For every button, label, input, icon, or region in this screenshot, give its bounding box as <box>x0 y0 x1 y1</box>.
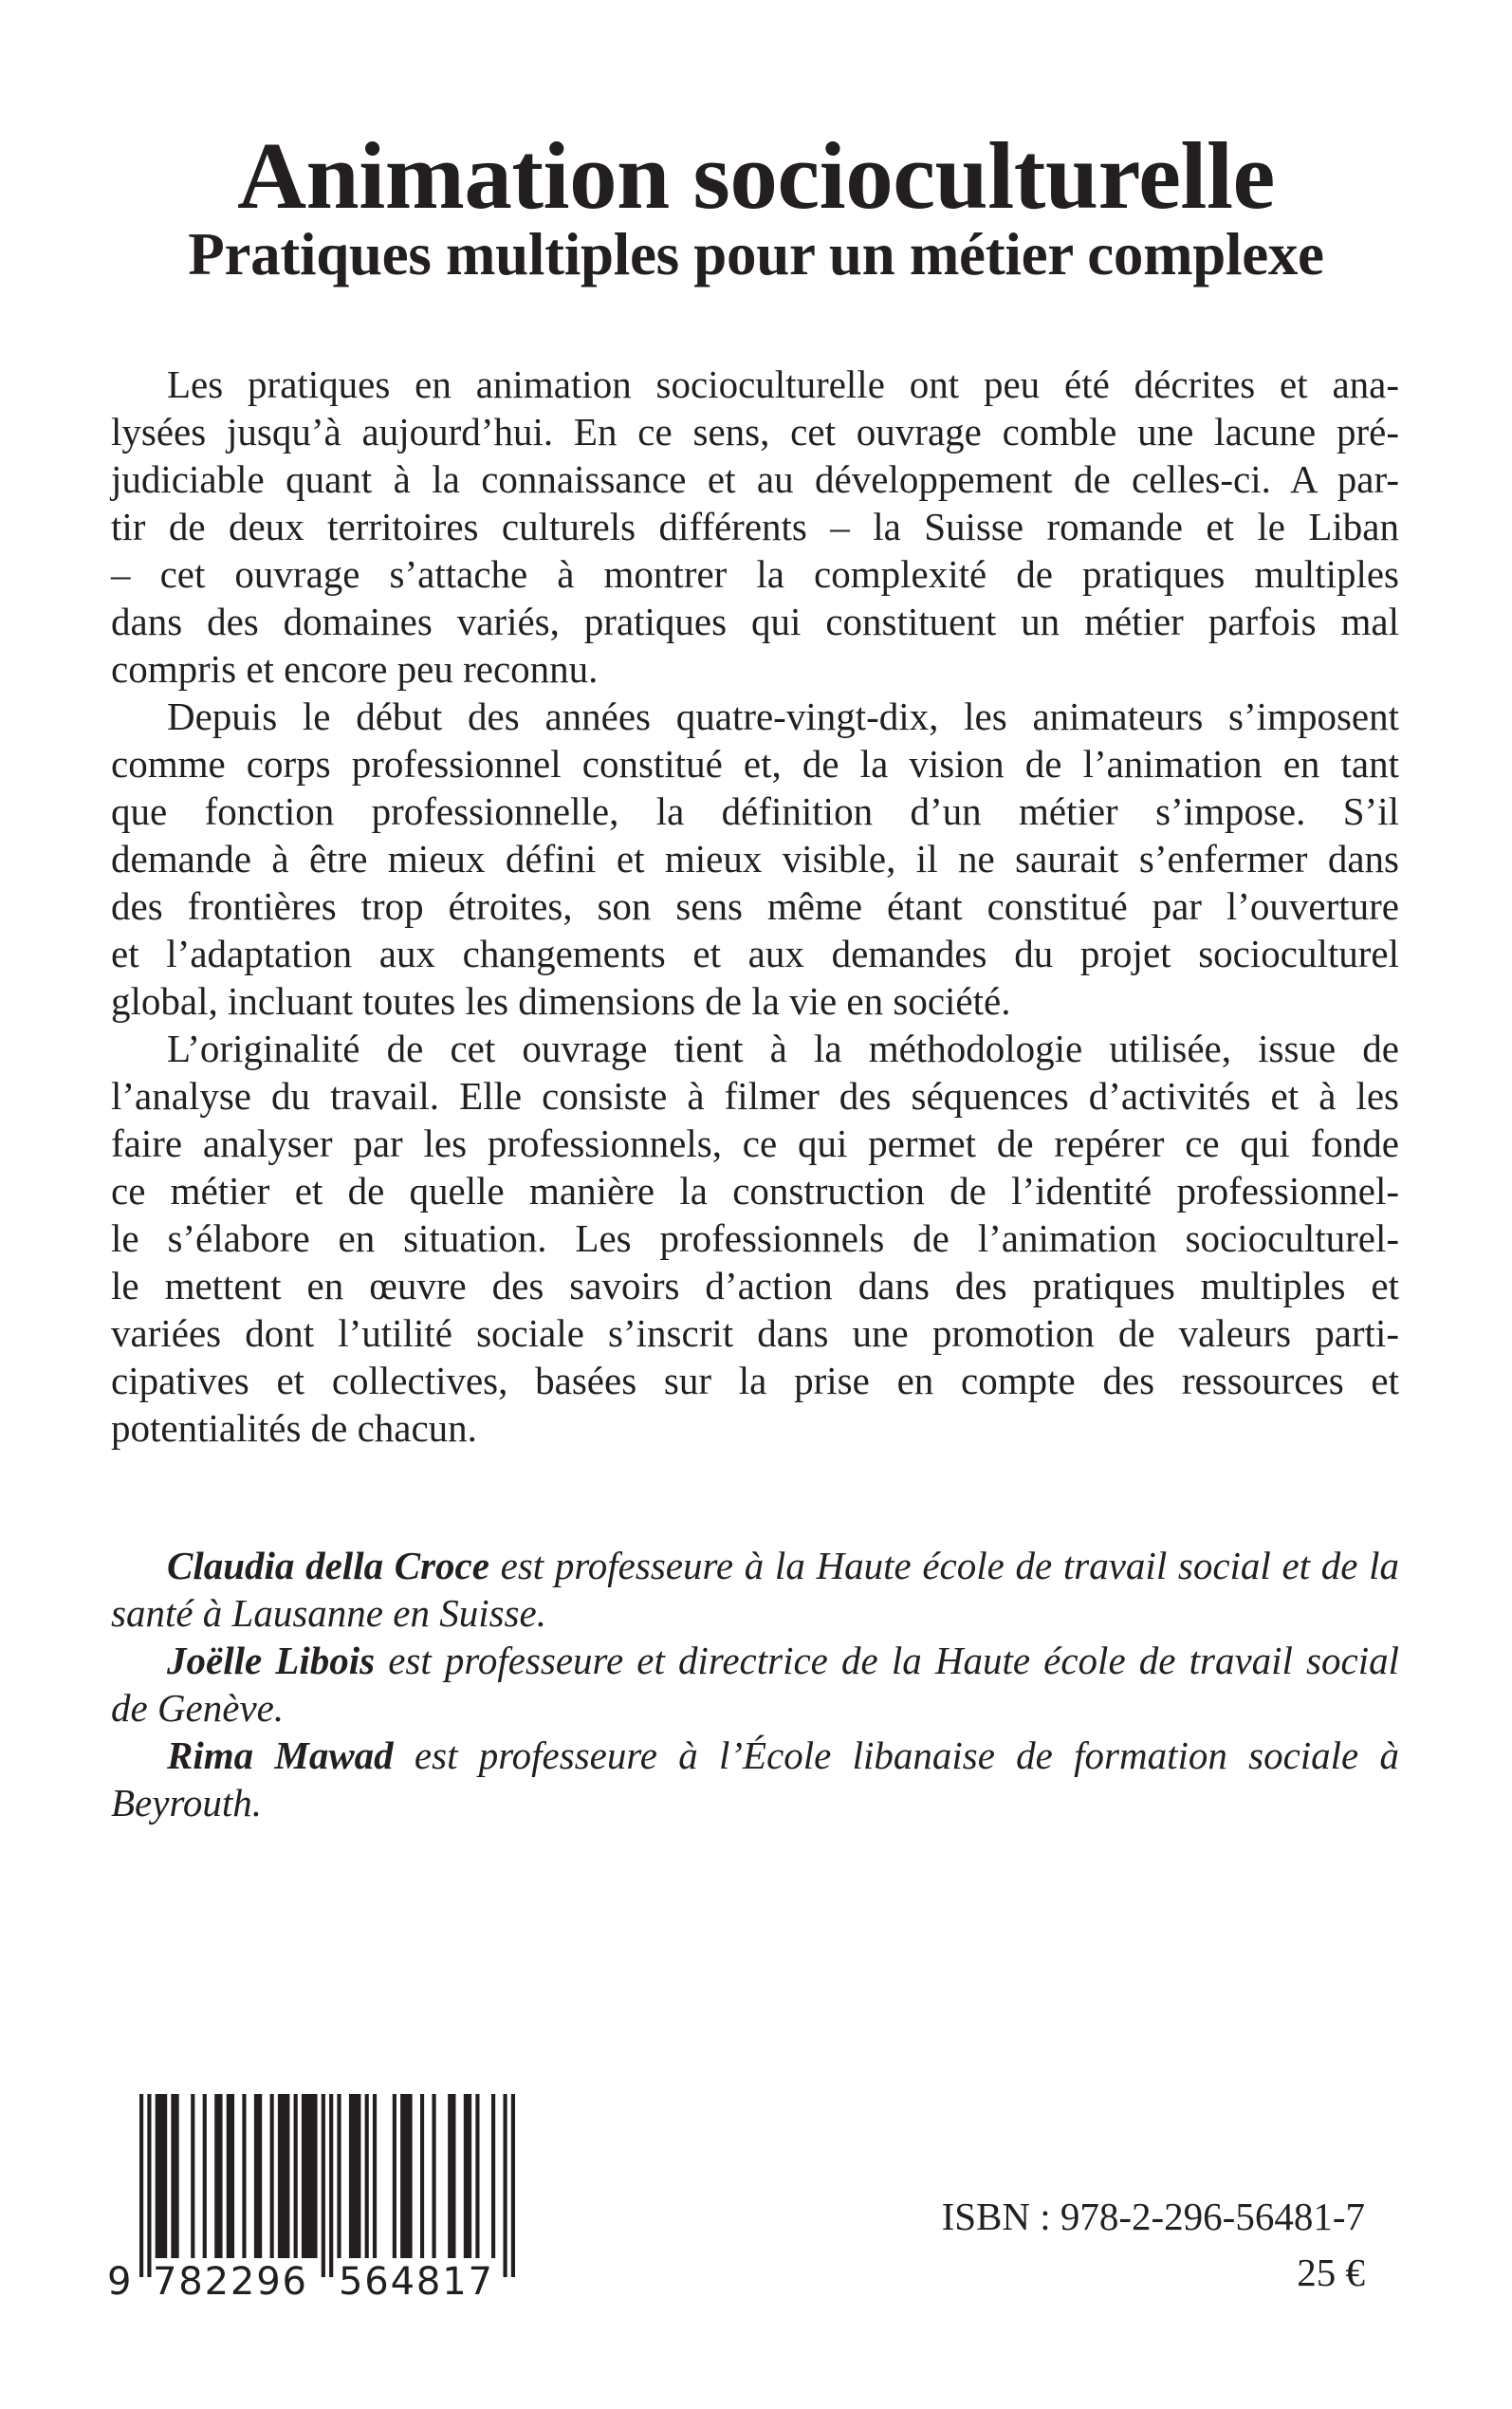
barcode-bar <box>400 2094 413 2258</box>
text-line: de Genève. <box>111 1686 285 1730</box>
barcode-bar <box>365 2094 369 2258</box>
barcode-guard-bar <box>329 2094 333 2277</box>
barcode-guard-bar <box>503 2094 507 2277</box>
barcode-bar <box>448 2094 455 2258</box>
text-line: le s’élabore en situation. Les professionnels de l’animation socioculturel- <box>111 1216 1399 1260</box>
text-line: potentialités de chacun. <box>111 1406 477 1450</box>
barcode-bar <box>475 2094 479 2258</box>
text-line: l’analyse du travail. Elle consiste à filmer des séquences d’activités et à les <box>111 1074 1399 1118</box>
barcode-guard-bar <box>147 2094 151 2277</box>
barcode-digit-group: 564817 <box>339 2260 492 2304</box>
author-name: Claudia della Croce <box>167 1544 489 1587</box>
barcode-bar <box>432 2094 435 2258</box>
text-line <box>111 1732 1399 1779</box>
text-line: cipatives et collectives, basées sur la prise en compte des ressources et <box>111 1359 1399 1402</box>
barcode-bar <box>254 2094 262 2258</box>
barcode-graphic <box>107 2094 538 2304</box>
barcode-guard-bar <box>322 2094 325 2277</box>
book-subtitle: Pratiques multiples pour un métier complexe <box>188 221 1324 287</box>
barcode-bar <box>337 2094 341 2258</box>
text-line: lysées jusqu’à aujourd’hui. En ce sens, cet ouvrage comble une lacune pré- <box>111 410 1399 454</box>
author-bio <box>111 1637 1399 1732</box>
text-line: global, incluant toutes les dimensions de la vie en société. <box>111 979 1011 1023</box>
text-line: L’originalité de cet ouvrage tient à la méthodologie utilisée, issue de <box>167 1027 1399 1070</box>
text-line: Les pratiques en animation socioculturelle ont peu été décrites et ana- <box>167 362 1399 406</box>
barcode-bar <box>227 2094 234 2258</box>
text-line: demande à être mieux défini et mieux visible, il ne saurait s’enfermer dans <box>111 837 1399 880</box>
barcode-bar <box>156 2094 168 2258</box>
barcode-digit-group: 9 <box>107 2260 132 2304</box>
barcode-bar <box>349 2094 361 2258</box>
author-description: est professeure à l’École libanaise de formation sociale à <box>393 1733 1399 1777</box>
barcode-guard-bar <box>139 2094 143 2277</box>
author-bios <box>111 1542 1399 1826</box>
barcode-bar <box>171 2094 178 2258</box>
text-line: ce métier et de quelle manière la construction de l’identité professionnel- <box>111 1169 1399 1213</box>
barcode-bar <box>491 2094 495 2258</box>
author-bio <box>111 1542 1399 1637</box>
barcode-bars <box>139 2094 515 2277</box>
text-line: compris et encore peu reconnu. <box>111 647 599 691</box>
barcode-bar <box>242 2094 246 2258</box>
author-name: Joëlle Libois <box>167 1639 376 1682</box>
text-line: et l’adaptation aux changements et aux demandes du projet socioculturel <box>111 932 1399 975</box>
author-bio <box>111 1732 1399 1826</box>
text-line: – cet ouvrage s’attache à montrer la complexité de pratiques multiples <box>111 552 1399 596</box>
blurb-paragraph <box>111 693 1399 1025</box>
text-line: que fonction professionnelle, la définition d’un métier s’impose. S’il <box>111 789 1399 833</box>
text-line <box>111 1542 1399 1589</box>
price-label: 25 € <box>1297 2251 1365 2294</box>
barcode-bar <box>270 2094 274 2258</box>
text-line: faire analyser par les professionnels, ce qui permet de repérer ce qui fonde <box>111 1121 1399 1165</box>
text-line: dans des domaines variés, pratiques qui constituent un métier parfois mal <box>111 600 1399 643</box>
book-title: Animation socioculturelle <box>237 122 1275 229</box>
barcode-bar <box>373 2094 377 2258</box>
barcode-bar <box>464 2094 471 2258</box>
author-name: Rima Mawad <box>167 1733 394 1777</box>
text-line: Beyrouth. <box>111 1781 263 1825</box>
blurb-paragraph <box>111 1025 1399 1452</box>
text-line: des frontières trop étroites, son sens même étant constitué par l’ouverture <box>111 884 1399 928</box>
blurb-paragraph <box>111 361 1399 693</box>
barcode-bar <box>191 2094 194 2258</box>
text-line: le mettent en œuvre des savoirs d’action dans des pratiques multiples et <box>111 1264 1399 1307</box>
isbn-number: ISBN : 978-2-296-56481-7 <box>941 2195 1365 2238</box>
text-line: Depuis le début des années quatre-vingt-dix, les animateurs s’imposent <box>167 695 1399 738</box>
isbn-barcode <box>107 2094 519 2304</box>
text-line: santé à Lausanne en Suisse. <box>111 1591 546 1635</box>
text-line <box>111 1637 1399 1684</box>
barcode-guard-bar <box>511 2094 515 2277</box>
barcode-bar <box>294 2094 298 2258</box>
barcode-bar <box>278 2094 290 2258</box>
text-line: judiciable quant à la connaissance et au développement de celles-ci. A par- <box>111 457 1399 501</box>
barcode-bar <box>214 2094 222 2258</box>
barcode-bar <box>302 2094 318 2258</box>
blurb-text <box>111 361 1399 1452</box>
barcode-digit-group: 782296 <box>153 2260 306 2304</box>
barcode-bar <box>203 2094 207 2258</box>
text-line: variées dont l’utilité sociale s’inscrit dans une promotion de valeurs parti- <box>111 1311 1399 1355</box>
barcode-bar <box>420 2094 424 2258</box>
text-line: tir de deux territoires culturels différents – la Suisse romande et le Liban <box>111 505 1399 548</box>
barcode-bar <box>393 2094 396 2258</box>
author-description: est professeure et directrice de la Haute école de travail social <box>375 1639 1399 1682</box>
author-description: est professeure à la Haute école de travail social et de la <box>489 1544 1399 1587</box>
text-line: comme corps professionnel constitué et, de la vision de l’animation en tant <box>111 742 1399 786</box>
